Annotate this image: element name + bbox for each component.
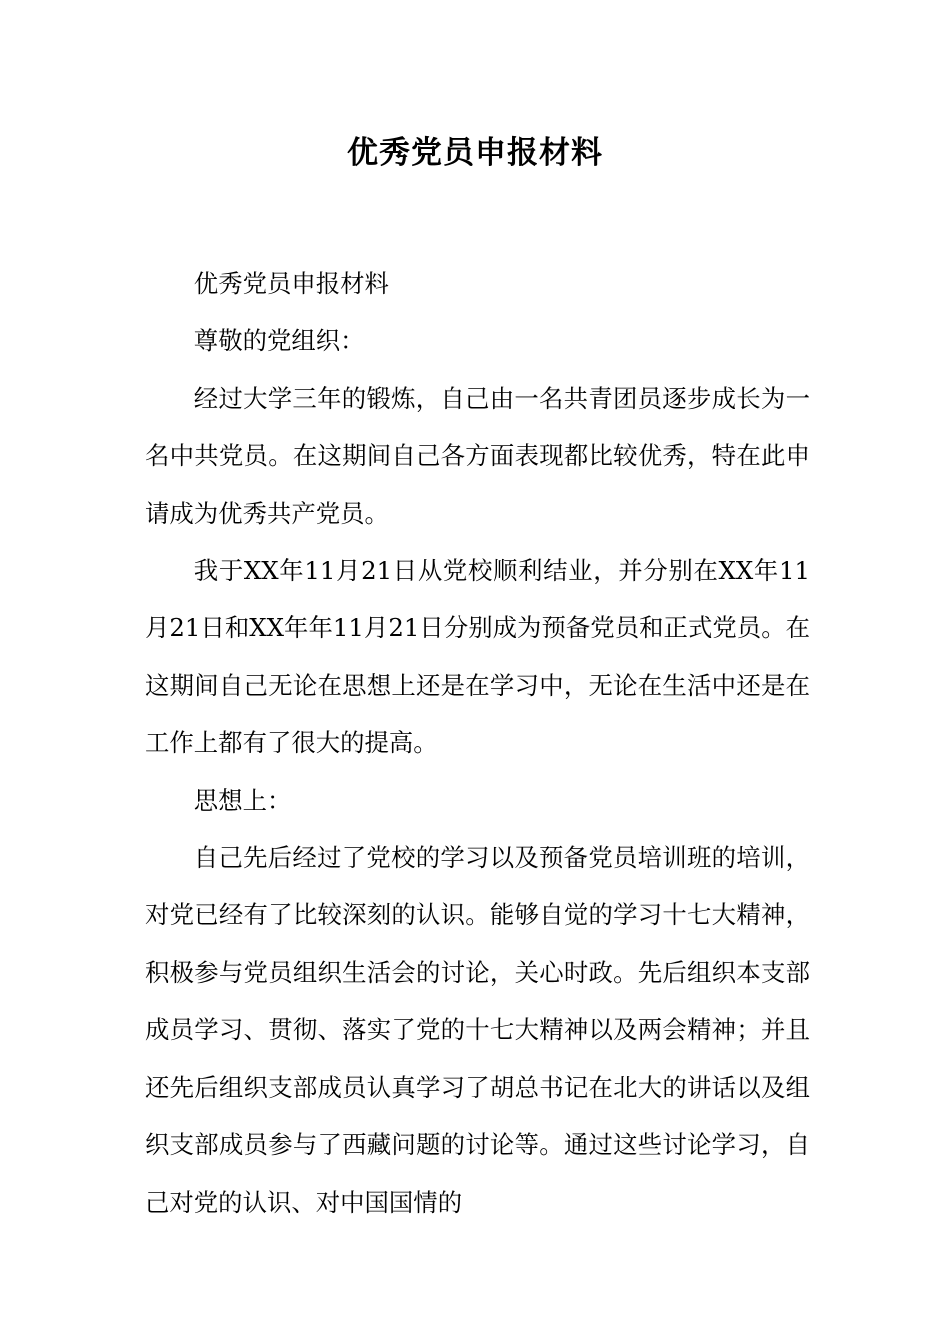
document-title: 优秀党员申报材料 bbox=[347, 135, 603, 171]
paragraph-section-heading: 思想上： bbox=[193, 785, 292, 815]
paragraph-heading: 优秀党员申报材料 bbox=[193, 269, 389, 298]
paragraph-intro: 经过大学三年的锻炼，自己由一名共青团员逐步成长为一名中共党员。在这期间自己各方面表现都比较优秀，特在此申请成为优秀共产党员。 bbox=[145, 383, 810, 528]
paragraph-history: 我于XX年11月21日从党校顺利结业，并分别在XX年11月21日和XX年年11月21日分别成为预备党员和正式党员。在这期间自己无论在思想上还是在学习中，无论在生活中还是在工作上都有了很大的提高。 bbox=[145, 556, 810, 758]
paragraph-salutation: 尊敬的党组织： bbox=[193, 326, 365, 356]
paragraph-ideology: 自己先后经过了党校的学习以及预备党员培训班的培训，对党已经有了比较深刻的认识。能够自觉的学习十七大精神，积极参与党员组织生活会的讨论，关心时政。先后组织本支部成员学习、贯彻、落实了党的十七大精神以及两会精神；并且还先后组织支部成员认真学习了胡总书记在北大的讲话以及组织支部成员参与了西藏问题的讨论等。通过这些讨论学习，自己对党的认识、对中国国情的 bbox=[145, 843, 810, 1217]
document-body bbox=[145, 255, 810, 1231]
